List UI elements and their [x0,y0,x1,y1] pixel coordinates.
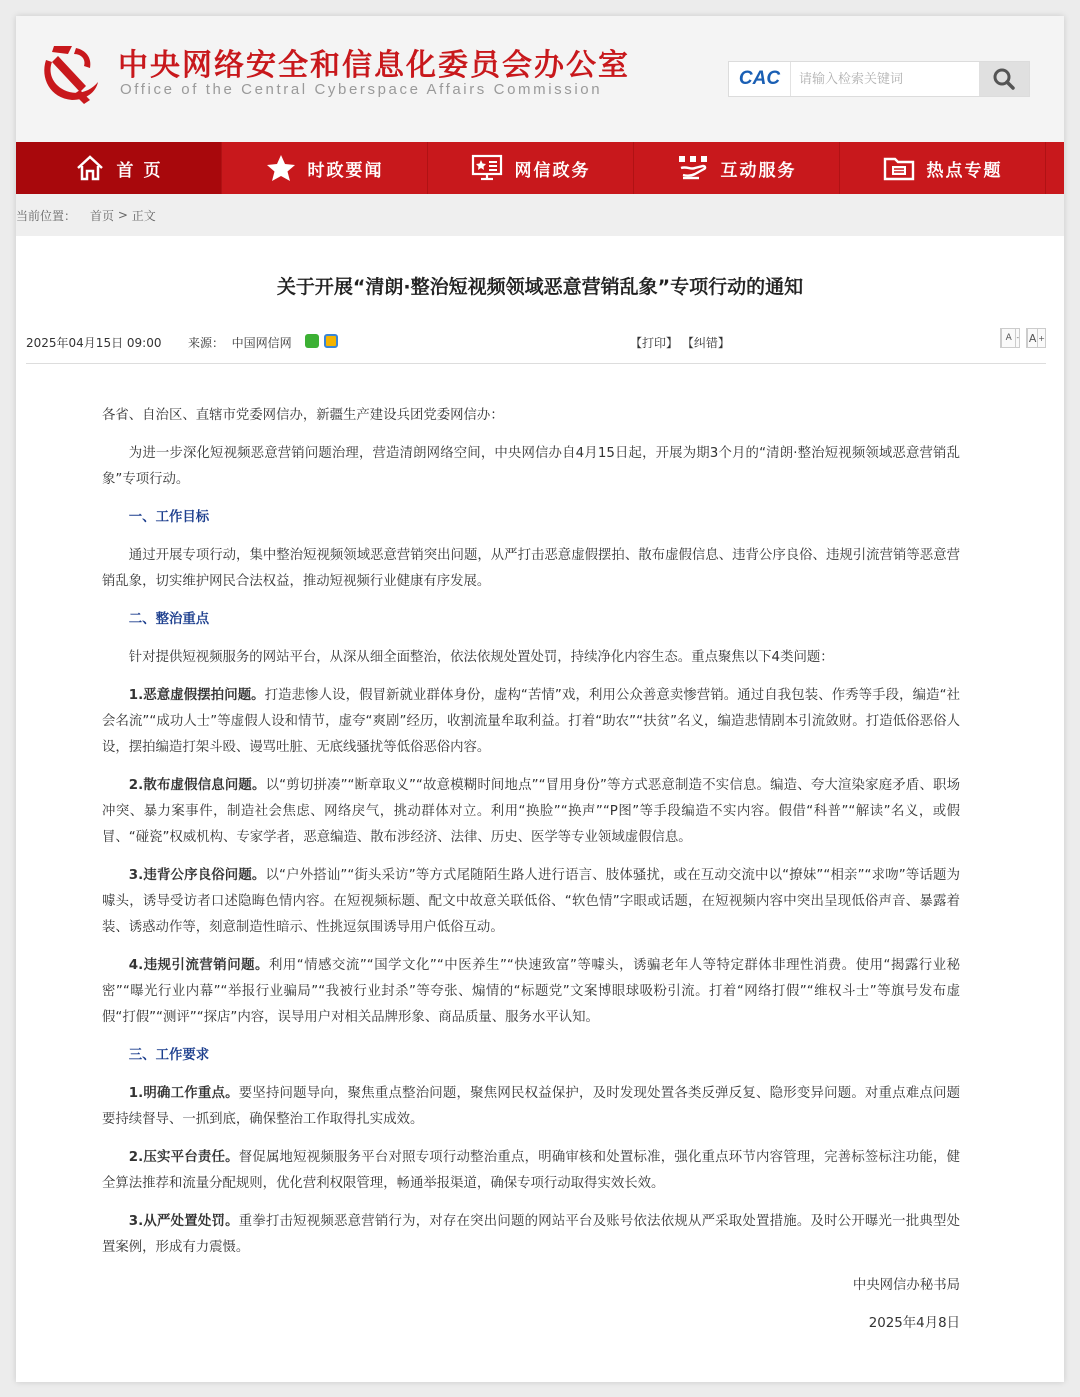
search-box [728,61,1030,97]
focus-item-2: 2.散布虚假信息问题。以“剪切拼凑”“断章取义”“故意模糊时间地点”“冒用身份”等方式恶意制造不实信息。编造、夸大渲染家庭矛盾、职场冲突、暴力案事件，制造社会焦虑、网络戾气，挑动群体对立。利用“换脸”“换声”“P图”等手段编造不实内容。假借“科普”“解读”名义，或假冒、“碰瓷”权威机构、专家学者，恶意编造、散布涉经济、法律、历史、医学等专业领域虚假信息。 [102,778,960,845]
salutation: 各省、自治区、直辖市党委网信办，新疆生产建设兵团党委网信办： [102,408,504,423]
page-frame [16,16,1064,1382]
nav-news[interactable] [222,142,428,194]
breadcrumb-prefix: 当前位置： [16,208,77,223]
home-icon [75,154,105,182]
goals-paragraph: 通过开展专项行动，集中整治短视频领域恶意营销突出问题，从严打击恶意虚假摆拍、散布虚假信息、违背公序良俗、违规引流营销等恶意营销乱象，切实维护网民合法权益，推动短视频行业健康有序发展。 [102,548,960,589]
breadcrumb-sep: > [114,208,132,222]
article-meta [26,332,1046,364]
focus-item-1: 1.恶意虚假摆拍问题。打造悲惨人设，假冒新就业群体身份，虚构“苦情”戏，利用公众善意卖惨营销。通过自我包装、作秀等手段，编造“社会名流”“成功人士”等虚假人设和情节，虚夸“爽剧”经历，收割流量牟取利益。打着“助农”“扶贫”名义，编造悲情剧本引流敛财。打造低俗恶俗人设，摆拍编造打架斗殴、谩骂吐脏、无底线骚扰等低俗恶俗内容。 [102,688,961,755]
nav-news-label: 时政要闻 [307,160,384,181]
nav-topics[interactable] [840,142,1046,194]
article-source [188,334,292,351]
signature-date: 2025年4月8日 [868,1316,960,1331]
cac-logo: CAC [729,62,791,96]
share-buttons [305,334,338,348]
breadcrumb [16,194,1064,236]
main-nav [16,142,1064,194]
article-body [102,403,960,1349]
handshake-icon [677,154,709,182]
focus-paragraph: 针对提供短视频服务的网站平台，从深从细全面整治，依法依规处置处罚，持续净化内容生态。重点聚焦以下4类问题： [128,650,834,665]
source-label: 来源： [188,336,225,350]
nav-home-label: 首 页 [116,160,163,181]
nav-home[interactable] [16,142,222,194]
print-links [630,334,730,351]
focus-item-4: 4.违规引流营销问题。利用“情感交流”“国学文化”“中医养生”“快速致富”等噱头，诱骗老年人等特定群体非理性消费。使用“揭露行业秘密”“曝光行业内幕”“举报行业骗局”“我被行业封杀”等夸张、煽情的“标题党”文案博眼球吸粉引流。打着“网络打假”“维权斗士”等旗号发布虚假“打假”“测评”“探店”内容，误导用户对相关品牌形象、商品质量、服务水平认知。 [102,958,961,1025]
nav-affairs-label: 网信政务 [514,160,591,181]
nav-topics-label: 热点专题 [926,160,1003,181]
site-title-en: Office of the Central Cyberspace Affairs Commission [120,81,603,98]
site-header [16,16,1064,142]
party-emblem-icon [32,38,102,108]
font-decrease-button[interactable]: A - [1000,328,1020,348]
correct-link[interactable]: 【纠错】 [681,336,730,350]
star-icon [266,154,296,182]
article-date: 2025年04月15日 09:00 [26,336,162,350]
nav-interactive-label: 互动服务 [720,160,797,181]
nav-affairs[interactable] [428,142,634,194]
section-heading-focus: 二、整治重点 [128,612,210,627]
requirement-1: 1.明确工作重点。要坚持问题导向，聚焦重点整治问题，聚焦网民权益保护，及时发现处置各类反弹反复、隐形变异问题。对重点难点问题要持续督导、一抓到底，确保整治工作取得扎实成效。 [102,1086,960,1127]
search-button[interactable] [979,62,1029,96]
source-name: 中国网信网 [231,336,292,350]
section-heading-requirements: 三、工作要求 [128,1048,210,1063]
signature-org: 中央网信办秘书局 [852,1278,960,1293]
section-heading-goals: 一、工作目标 [128,510,210,525]
folder-icon [883,154,915,182]
print-link[interactable]: 【打印】 [630,336,679,350]
requirement-3: 3.从严处置处罚。重拳打击短视频恶意营销行为，对存在突出问题的网站平台及账号依法依规从严采取处置措施。及时公开曝光一批典型处置案例，形成有力震慑。 [102,1214,960,1255]
intro-paragraph: 为进一步深化短视频恶意营销问题治理，营造清朗网络空间，中央网信办自4月15日起，开展为期3个月的“清朗·整治短视频领域恶意营销乱象”专项行动。 [102,446,960,487]
qzone-share-icon[interactable] [324,334,338,348]
focus-item-3: 3.违背公序良俗问题。以“户外搭讪”“街头采访”等方式尾随陌生路人进行语言、肢体骚扰，或在互动交流中以“撩妹”“相亲”“求吻”等话题为噱头，诱导受访者口述隐晦色情内容。在短视频标题、配文中故意关联低俗、“软色情”字眼或话题，在短视频内容中突出呈现低俗声音、暴露着装、诱惑动作等，刻意制造性暗示、性挑逗氛围诱导用户低俗互动。 [102,868,960,935]
site-title-cn: 中央网络安全和信息化委员会办公室 [118,48,630,83]
search-icon [992,67,1016,91]
breadcrumb-current: 正文 [131,208,156,223]
requirement-2: 2.压实平台责任。督促属地短视频服务平台对照专项行动整治重点，明确审核和处置标准，强化重点环节内容管理，完善标签标注功能，健全算法推荐和流量分配规则，优化营利权限管理，畅通举报渠道，确保专项行动取得实效长效。 [102,1150,960,1191]
search-input[interactable] [791,62,979,96]
nav-interactive[interactable] [634,142,840,194]
wechat-share-icon[interactable] [305,334,319,348]
article-title: 关于开展“清朗·整治短视频领域恶意营销乱象”专项行动的通知 [276,276,804,298]
monitor-icon [471,154,503,182]
font-increase-button[interactable]: A + [1026,328,1046,348]
breadcrumb-home-link[interactable]: 首页 [90,208,115,223]
font-size-controls [1000,328,1046,348]
